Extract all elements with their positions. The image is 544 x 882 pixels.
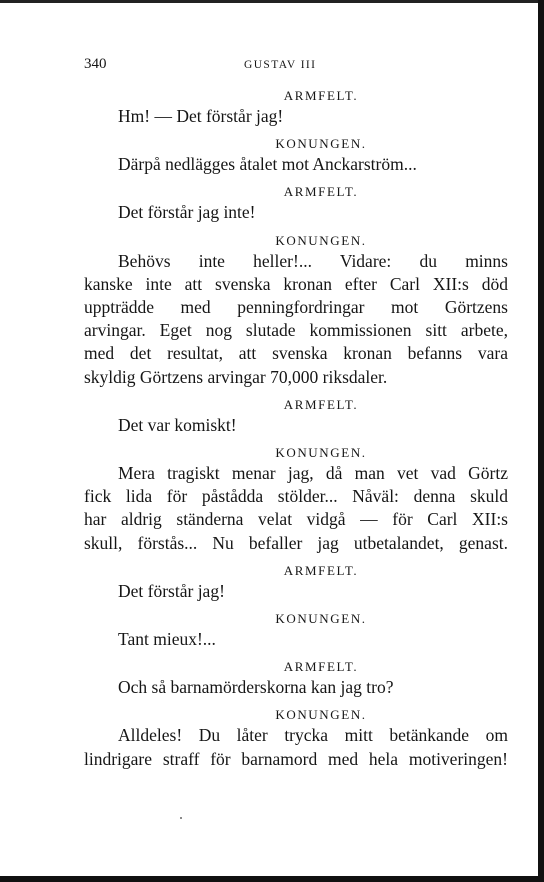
speech-line: skull, förstås... Nu befaller jag utbetalandet, genast.	[84, 532, 508, 553]
dialogue-block	[84, 87, 508, 128]
speech-line: med det resultat, att svenska kronan befanns vara	[84, 343, 508, 364]
speech-line: Tant mieux!...	[118, 629, 216, 650]
speaker-name: ARMFELT.	[283, 88, 359, 103]
speaker-name: KONUNGEN.	[275, 445, 367, 461]
speech-line: kanske inte att svenska kronan efter Carl XII:s död	[84, 273, 508, 294]
dialogue-block	[84, 396, 508, 437]
speaker-name: ARMFELT.	[283, 396, 359, 412]
speech-line: har aldrig ständerna velat vidgå — för Carl XII:s	[84, 509, 508, 530]
speaker-name: ARMFELT.	[283, 659, 359, 675]
page-number: 340	[84, 56, 107, 72]
speaker-name: ARMFELT.	[283, 184, 359, 200]
speaker-name: KONUNGEN.	[275, 707, 367, 723]
speech-line: Hm! — Det förstår jag!	[118, 106, 284, 126]
page-top-edge	[0, 0, 544, 3]
dialogue-block	[84, 135, 508, 176]
dialogue-block	[84, 444, 508, 555]
dialogue-block	[84, 658, 508, 699]
speech-line: Alldeles! Du låter trycka mitt betänkande om	[118, 725, 508, 746]
speech-line: skyldig Görtzens arvingar 70,000 riksdaler.	[84, 366, 388, 387]
speaker-name: KONUNGEN.	[275, 136, 367, 152]
running-title: GUSTAV III	[244, 59, 317, 71]
speech-line: arvingar. Eget nog slutade kommissionen sitt arbete,	[84, 320, 508, 341]
running-head	[84, 56, 504, 76]
speech-line: Det var komiskt!	[118, 414, 237, 435]
speech-line: lindrigare straff för barnamord med hela motiveringen!	[84, 748, 508, 769]
dialogue-block	[84, 562, 508, 603]
speech-line: fick lida för påstådda stölder... Nåväl: denna skuld	[84, 486, 508, 507]
page-bottom-edge	[0, 876, 544, 882]
dialogue-text	[84, 87, 508, 778]
dialogue-block	[84, 706, 508, 770]
speech-line: Det förstår jag!	[118, 580, 225, 601]
speaker-name: KONUNGEN.	[275, 611, 367, 627]
speaker-name: KONUNGEN.	[275, 232, 367, 248]
dialogue-block	[84, 183, 508, 224]
print-speck	[180, 817, 182, 819]
speech-line: uppträdde med penningfordringar mot Görtzens	[84, 297, 508, 318]
speaker-name: ARMFELT.	[283, 562, 359, 578]
dialogue-block	[84, 232, 508, 389]
speech-line: Det förstår jag inte!	[118, 202, 256, 223]
speech-line: Behövs inte heller!... Vidare: du minns	[118, 250, 508, 271]
page-right-edge	[538, 0, 544, 882]
speech-line: Och så barnamörderskorna kan jag tro?	[118, 677, 394, 698]
dialogue-block	[84, 610, 508, 651]
speech-line: Därpå nedlägges åtalet mot Anckarström...	[118, 154, 417, 175]
speech-line: Mera tragiskt menar jag, då man vet vad Görtz	[118, 463, 508, 484]
